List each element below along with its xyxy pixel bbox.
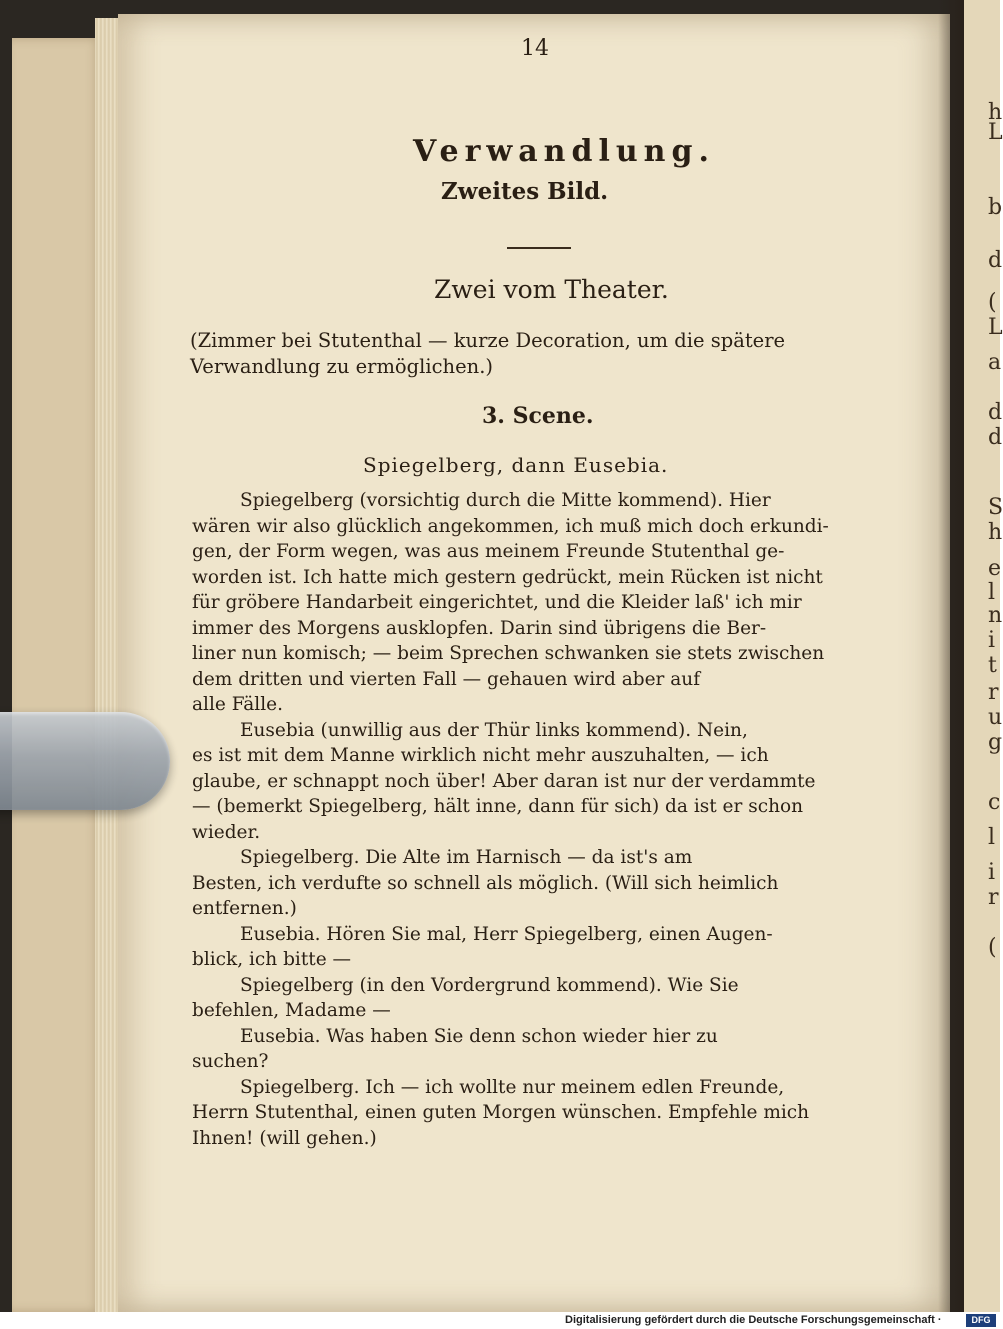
play-title: Zwei vom Theater. — [434, 275, 669, 304]
dialogue-body — [192, 488, 829, 1151]
gutter-shadow — [938, 0, 966, 1312]
digitization-credit: Digitalisierung gefördert durch die Deutsche Forschungsgemeinschaft · — [565, 1314, 942, 1326]
facing-page-letter: r — [988, 885, 999, 910]
dialogue-line: liner nun komisch; — beim Sprechen schwanken sie stets zwischen — [192, 643, 825, 664]
thumb-holding-page — [0, 712, 170, 810]
dialogue-line: entfernen.) — [192, 898, 297, 919]
dialogue-line: Ihnen! (will gehen.) — [192, 1127, 377, 1149]
dialogue-line: — (bemerkt Spiegelberg, hält inne, dann für sich) da ist er schon — [192, 796, 804, 817]
facing-page-letter: ( — [988, 935, 997, 960]
facing-page-letter: g — [988, 730, 1003, 755]
dialogue-line: suchen? — [192, 1051, 269, 1072]
dialogue-line: wären wir also glücklich angekommen, ich muß mich doch erkundi- — [192, 515, 829, 537]
dialogue-line: Eusebia. Was haben Sie denn schon wieder hier zu — [240, 1025, 718, 1047]
dialogue-line: worden ist. Ich hatte mich gestern gedrückt, mein Rücken ist nicht — [192, 566, 823, 588]
facing-page-letter: e — [988, 556, 1002, 581]
facing-page-letter: S — [988, 495, 1003, 520]
dialogue-line: Spiegelberg. Ich — ich wollte nur meinem edlen Freunde, — [240, 1076, 785, 1098]
facing-page-letter: d — [988, 425, 1003, 450]
scene-characters: Spiegelberg, dann Eusebia. — [363, 453, 669, 477]
dialogue-line: für gröbere Handarbeit eingerichtet, und die Kleider laß' ich mir — [192, 592, 802, 613]
dialogue-line: Spiegelberg (vorsichtig durch die Mitte kommend). Hier — [240, 490, 771, 511]
dialogue-line: Herrn Stutenthal, einen guten Morgen wünschen. Empfehle mich — [192, 1102, 810, 1123]
facing-page-letter: L — [988, 315, 1003, 340]
stage-direction — [190, 328, 785, 380]
facing-page-letter: n — [988, 603, 1003, 628]
book-cover-edge — [12, 38, 102, 1312]
stage-direction-line: Verwandlung zu ermöglichen.) — [190, 355, 494, 378]
dialogue-line: wieder. — [192, 821, 261, 843]
facing-page-letter: d — [988, 400, 1003, 425]
facing-page-letter: c — [988, 790, 1001, 815]
dialogue-line: es ist mit dem Manne wirklich nicht mehr auszuhalten, — ich — [192, 745, 769, 766]
scene-heading: 3. Scene. — [482, 403, 594, 429]
facing-page-letter: h — [988, 100, 1003, 125]
facing-page-letter: l — [988, 825, 996, 850]
dialogue-line: glaube, er schnappt noch über! Aber daran ist nur der verdammte — [192, 770, 816, 792]
facing-page-letter: l — [988, 580, 996, 605]
dialogue-line: immer des Morgens ausklopfen. Darin sind übrigens die Ber- — [192, 617, 767, 639]
facing-page-letter: d — [988, 248, 1003, 273]
page-title: Verwandlung. — [413, 134, 715, 169]
page-number: 14 — [521, 36, 549, 61]
facing-page-letter: i — [988, 860, 996, 885]
facing-page-letter: b — [988, 195, 1003, 220]
section-subtitle: Zweites Bild. — [441, 178, 609, 205]
dialogue-line: Eusebia. Hören Sie mal, Herr Spiegelberg, einen Augen- — [240, 923, 773, 945]
facing-page-letter: a — [988, 350, 1002, 375]
dialogue-line: dem dritten und vierten Fall — gehauen wird aber auf — [192, 668, 701, 690]
dialogue-line: Spiegelberg. Die Alte im Harnisch — da ist's am — [240, 847, 693, 868]
facing-page-letter: L — [988, 120, 1003, 145]
stage-direction-line: (Zimmer bei Stutenthal — kurze Decoration, um die spätere — [190, 329, 786, 352]
dialogue-line: Eusebia (unwillig aus der Thür links kommend). Nein, — [240, 719, 748, 741]
dialogue-line: alle Fälle. — [192, 694, 283, 715]
dialogue-line: blick, ich bitte — — [192, 949, 352, 970]
divider-rule — [507, 247, 571, 249]
dialogue-line: Spiegelberg (in den Vordergrund kommend). Wie Sie — [240, 974, 739, 996]
facing-page-fragment — [964, 0, 1003, 1312]
dialogue-line: Besten, ich verdufte so schnell als möglich. (Will sich heimlich — [192, 872, 779, 894]
dialogue-line: befehlen, Madame — — [192, 1000, 391, 1021]
facing-page-letter: u — [988, 705, 1003, 730]
facing-page-letter: r — [988, 680, 999, 705]
facing-page-letter: i — [988, 628, 996, 653]
facing-page-letter: h — [988, 520, 1003, 545]
dfg-logo: DFG — [966, 1314, 996, 1327]
dialogue-line: gen, der Form wegen, was aus meinem Freunde Stutenthal ge- — [192, 541, 785, 562]
facing-page-letter: t — [988, 653, 997, 678]
facing-page-letter: ( — [988, 290, 997, 315]
